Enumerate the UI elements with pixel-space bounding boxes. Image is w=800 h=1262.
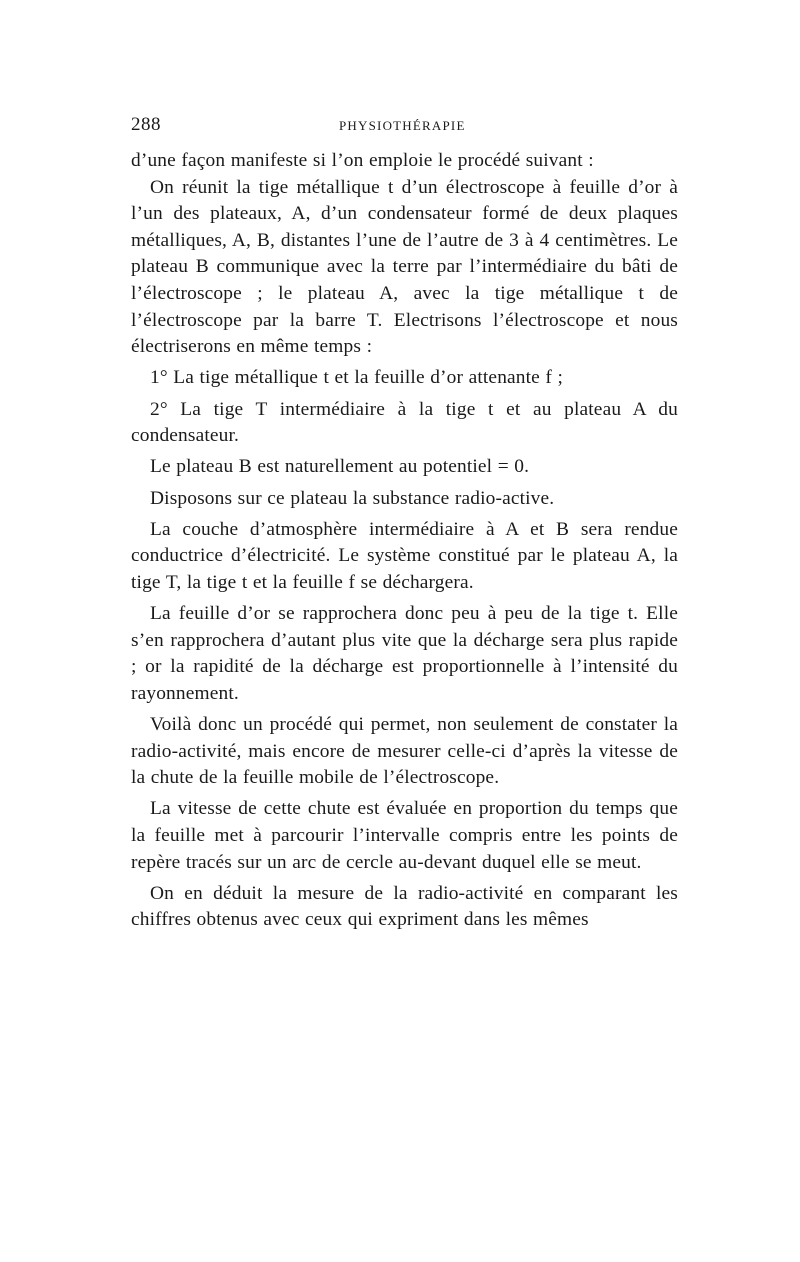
page-header <box>131 108 678 138</box>
book-page <box>131 108 678 939</box>
paragraph-8: La feuille d’or se rapprochera donc peu à peu de la tige t. Elle s’en rapprochera d’autant plus vite que la décharge sera plus rapide ; or la rapidité de la décharge est proportionnelle à l’intensité du rayonnement. <box>131 603 678 704</box>
paragraph-10: La vitesse de cette chute est évaluée en proportion du temps que la feuille met à parcourir l’intervalle compris entre les points de repère tracés sur un arc de cercle au-devant duquel elle se meut. <box>131 798 678 873</box>
paragraph-9: Voilà donc un procédé qui permet, non seulement de constater la radio-activité, mais encore de mesurer celle-ci d’après la vitesse de la chute de la feuille mobile de l’électroscope. <box>131 714 678 789</box>
running-title: PHYSIOTHÉRAPIE <box>339 118 466 133</box>
paragraph-11: On en déduit la mesure de la radio-activité en comparant les chiffres obtenus avec ceux qui expriment dans les mêmes <box>131 882 678 931</box>
paragraph-7: La couche d’atmosphère intermédiaire à A et B sera rendue conductrice d’électricité. Le système constitué par le plateau A, la tige T, la tige t et la feuille f se déchargera. <box>131 518 678 593</box>
paragraph-3: 1° La tige métallique t et la feuille d’or attenante f ; <box>150 367 564 389</box>
body-text <box>131 148 678 934</box>
page-number: 288 <box>131 114 161 135</box>
paragraph-2: On réunit la tige métallique t d’un électroscope à feuille d’or à l’un des plateaux, A, d’un condensateur formé de deux plaques métalliques, A, B, distantes l’une de l’autre de 3 à 4 centimètres. Le plateau B communique avec la terre par l’intermédiaire du bâti de l’électroscope ; le plateau A, avec la tige métallique t de l’électroscope par la barre T. Electrisons l’électroscope et nous électriserons en même temps : <box>131 176 678 358</box>
paragraph-5: Le plateau B est naturellement au potentiel = 0. <box>150 456 530 478</box>
paragraph-4: 2° La tige T intermédiaire à la tige t et au plateau A du condensateur. <box>131 398 678 447</box>
paragraph-6: Disposons sur ce plateau la substance radio-active. <box>150 487 555 509</box>
paragraph-1: d’une façon manifeste si l’on emploie le procédé suivant : <box>131 150 594 171</box>
